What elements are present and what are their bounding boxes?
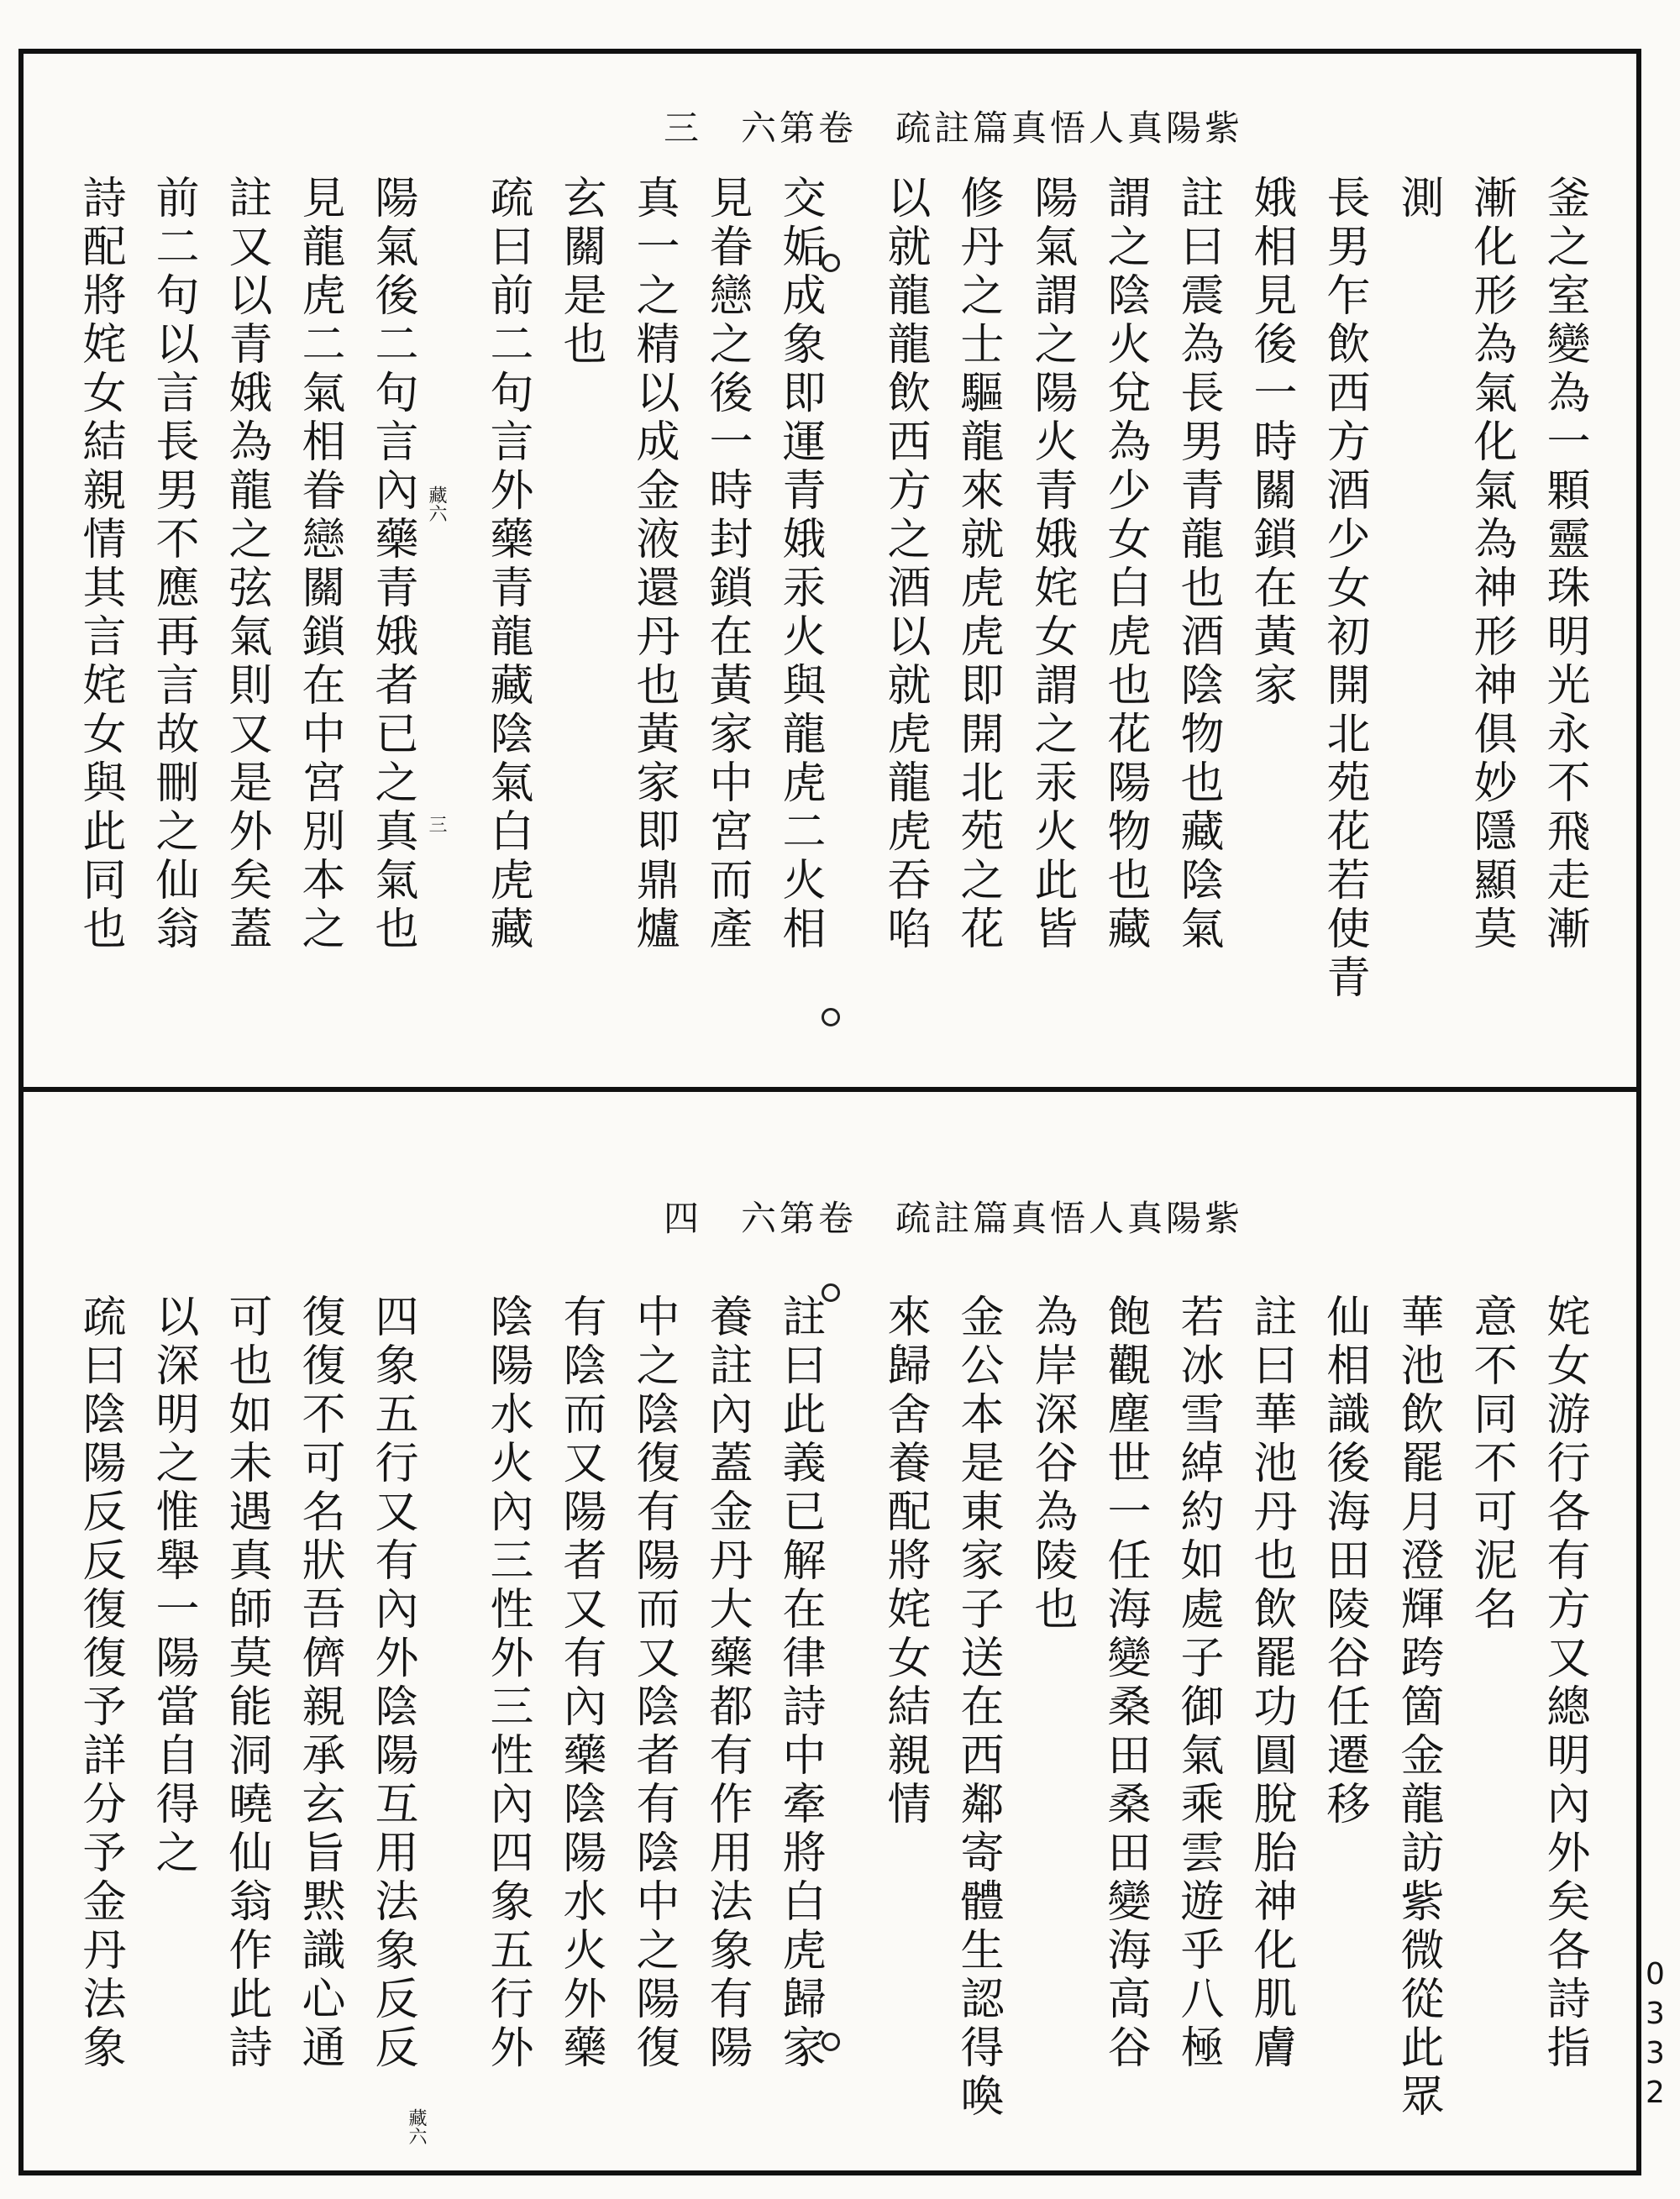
upper-col-10: 以就龍龍飲西方之酒以就虎龍虎吞啗 xyxy=(879,175,930,954)
upper-col-9: 修丹之士驅龍來就虎虎即開北苑之花 xyxy=(953,175,1003,954)
upper-col-18: 註又以青娥為龍之弦氣則又是外矣蓋 xyxy=(221,175,271,954)
upper-col-8: 陽氣謂之陽火青娥姹女謂之汞火此皆 xyxy=(1026,175,1077,954)
upper-col-14: 玄關是也 xyxy=(555,175,606,370)
upper-side-note-leaf: 三 xyxy=(426,815,447,833)
lower-col-13: 中之陰復有陽而又陰者有陰中之陽復 xyxy=(628,1294,679,2073)
upper-col-15: 疏曰前二句言外藥青龍藏陰氣白虎藏 xyxy=(482,175,533,954)
lower-col-7: 飽觀塵世一任海變桑田桑田變海高谷 xyxy=(1100,1294,1150,2073)
upper-col-12: 見眷戀之後一時封鎖在黃家中宮而產 xyxy=(701,175,752,954)
upper-circle-mark-top xyxy=(822,254,840,272)
upper-side-note-fascicle: 藏六 xyxy=(426,485,447,522)
lower-col-2: 意不同不可泥名 xyxy=(1466,1294,1516,1635)
upper-col-5: 娥相見後一時關鎖在黃家 xyxy=(1246,175,1296,711)
lower-running-header xyxy=(386,1191,1243,1241)
upper-col-16: 陽氣後二句言內藥青娥者已之真氣也 xyxy=(367,175,417,954)
lower-col-6: 若冰雪綽約如處子御氣乘雲遊乎八極 xyxy=(1173,1294,1223,2073)
lower-circle-mark-bottom xyxy=(822,2033,840,2051)
lower-col-5: 註曰華池丹也飲罷功圓脫胎神化肌膚 xyxy=(1246,1294,1296,2073)
lower-col-18: 可也如未遇真師莫能洞曉仙翁作此詩 xyxy=(221,1294,271,2073)
lower-col-8: 為岸深谷為陵也 xyxy=(1026,1294,1077,1635)
upper-col-11: 交姤成象即運青娥汞火與龍虎二火相 xyxy=(774,175,825,954)
upper-col-3: 測 xyxy=(1393,175,1443,223)
upper-col-7: 謂之陰火兌為少女白虎也花陽物也藏 xyxy=(1100,175,1150,954)
lower-col-17: 復復不可名狀吾儕親承玄旨黙識心通 xyxy=(294,1294,344,2073)
upper-col-17: 見龍虎二氣相眷戀關鎖在中宮別本之 xyxy=(294,175,344,954)
lower-col-9: 金公本是東家子送在西鄰寄體生認得喚 xyxy=(953,1294,1003,2122)
half-divider xyxy=(18,1087,1641,1092)
lower-col-10: 來歸舍養配將姹女結親情 xyxy=(879,1294,930,1829)
lower-col-11: 註曰此義已解在律詩中牽將白虎歸家 xyxy=(774,1294,825,2073)
upper-col-13: 真一之精以成金液還丹也黃家即鼎爐 xyxy=(628,175,679,954)
upper-col-1: 釜之室變為一顆靈珠明光永不飛走漸 xyxy=(1539,175,1589,954)
lower-col-16: 四象五行又有內外陰陽互用法象反反 xyxy=(367,1294,417,2073)
page-number: 0332 xyxy=(1638,1957,1672,2115)
lower-col-19: 以深明之惟舉一陽當自得之 xyxy=(148,1294,198,1878)
lower-col-4: 仙相識後海田陵谷任遷移 xyxy=(1319,1294,1369,1829)
upper-col-2: 漸化形為氣化氣為神形神俱妙隱顯莫 xyxy=(1466,175,1516,954)
lower-circle-mark-top xyxy=(822,1283,840,1302)
lower-side-note-fascicle: 藏六 xyxy=(406,2108,427,2145)
upper-col-19: 前二句以言長男不應再言故刪之仙翁 xyxy=(148,175,198,954)
lower-header-text: 紫陽真人悟真篇註疏 卷第六 四 xyxy=(663,1198,1243,1239)
lower-col-20: 疏曰陰陽反反復復予詳分予金丹法象 xyxy=(75,1294,125,2073)
upper-col-20: 詩配將姹女結親情其言姹女與此同也 xyxy=(75,175,125,954)
lower-col-12: 養註內蓋金丹大藥都有作用法象有陽 xyxy=(701,1294,752,2073)
lower-col-1: 姹女游行各有方又總明內外矣各詩指 xyxy=(1539,1294,1589,2073)
upper-col-6: 註曰震為長男青龍也酒陰物也藏陰氣 xyxy=(1173,175,1223,954)
lower-col-15: 陰陽水火內三性外三性內四象五行外 xyxy=(482,1294,533,2073)
upper-col-4: 長男乍飲西方酒少女初開北苑花若使青 xyxy=(1319,175,1369,1003)
upper-running-header xyxy=(386,101,1243,151)
upper-circle-mark-bottom xyxy=(822,1008,840,1026)
lower-col-3: 華池飲罷月澄輝跨箇金龍訪紫微從此眾 xyxy=(1393,1294,1443,2122)
upper-header-text: 紫陽真人悟真篇註疏 卷第六 三 xyxy=(663,108,1243,149)
lower-col-14: 有陰而又陽者又有內藥陰陽水火外藥 xyxy=(555,1294,606,2073)
